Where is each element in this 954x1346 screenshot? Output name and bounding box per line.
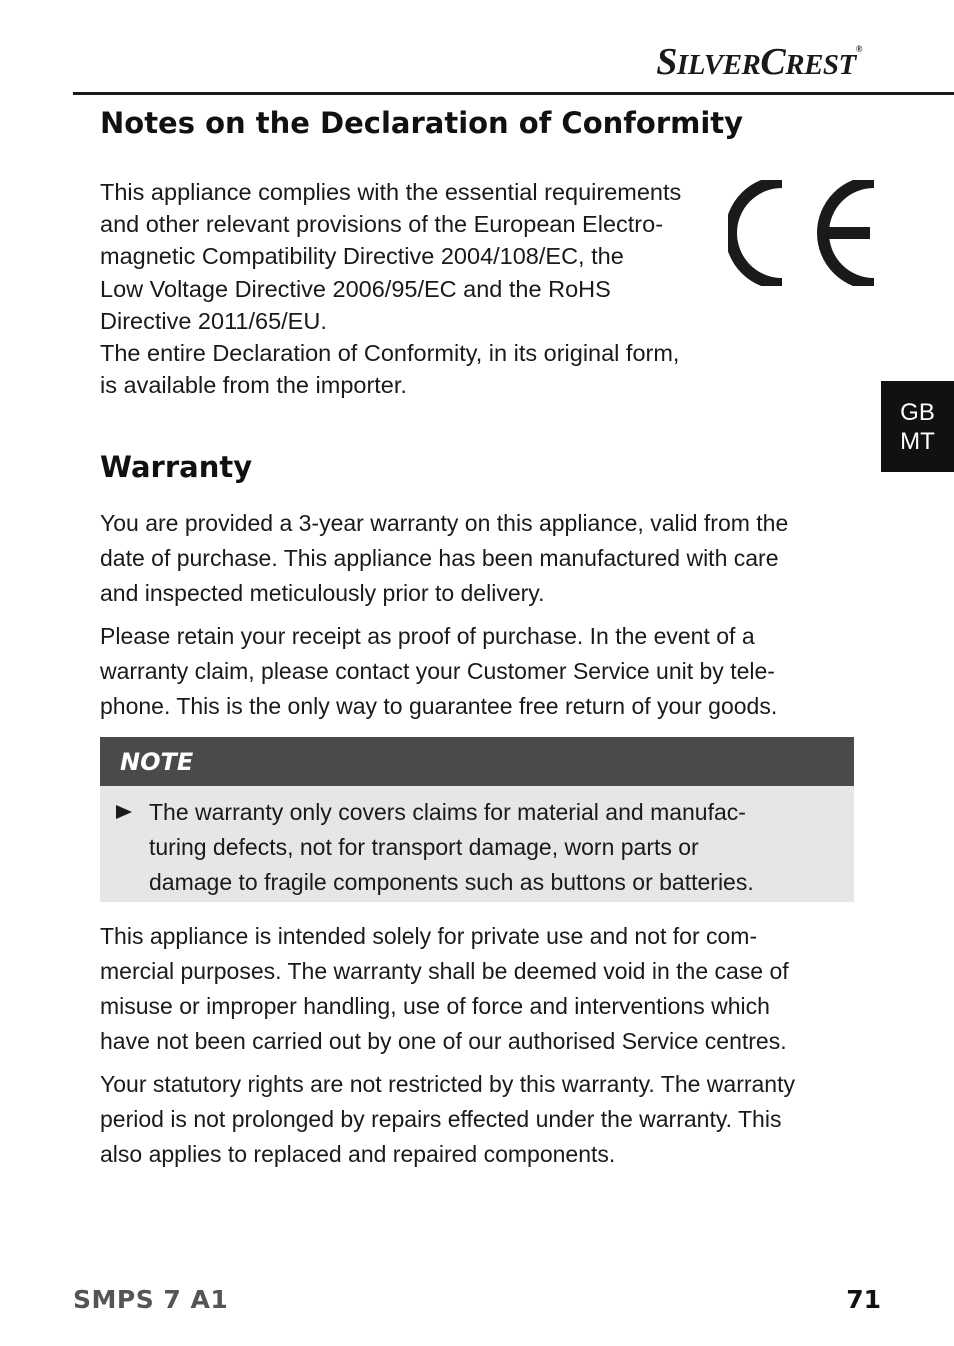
text-line: This appliance is intended solely for private use and not for com- — [100, 923, 758, 949]
note-heading: NOTE — [100, 737, 854, 786]
text-line: phone. This is the only way to guarantee free return of your goods. — [100, 693, 778, 719]
text-line: mercial purposes. The warranty shall be deemed void in the case of — [100, 958, 789, 984]
text-line: date of purchase. This appliance has been manufactured with care — [100, 545, 779, 571]
brand-logo: SILVERCREST® — [656, 41, 862, 83]
text-line: This appliance complies with the essential requirements — [100, 179, 682, 205]
text-line: Low Voltage Directive 2006/95/EC and the RoHS — [100, 275, 611, 302]
declaration-title: Notes on the Declaration of Conformity — [100, 106, 744, 140]
warranty-paragraph-1 — [100, 506, 860, 611]
text-line: also applies to replaced and repaired components. — [100, 1141, 616, 1167]
declaration-text — [100, 176, 720, 401]
ce-mark-icon — [728, 180, 876, 286]
language-code-gb: GB — [900, 399, 935, 426]
bullet-arrow-icon — [116, 805, 132, 819]
text-line: The entire Declaration of Conformity, in its original form, — [100, 340, 680, 367]
note-body — [100, 786, 854, 900]
warranty-paragraph-4 — [100, 1067, 860, 1172]
footer-model-number: SMPS 7 A1 — [73, 1285, 229, 1314]
text-line: period is not prolonged by repairs effected under the warranty. This — [100, 1106, 782, 1132]
language-tab — [881, 381, 954, 472]
page-number: 71 — [846, 1285, 881, 1314]
text-line: You are provided a 3-year warranty on this appliance, valid from the — [100, 510, 789, 536]
text-line: is available from the importer. — [100, 372, 407, 399]
text-line: and other relevant provisions of the European Electro- — [100, 211, 664, 238]
text-line: warranty claim, please contact your Customer Service unit by tele- — [100, 658, 775, 684]
warranty-title: Warranty — [100, 450, 253, 484]
note-box — [100, 737, 854, 902]
warranty-paragraph-2 — [100, 619, 860, 724]
text-line: magnetic Compatibility Directive 2004/108/EC, the — [100, 243, 624, 270]
text-line: The warranty only covers claims for material and manufac- — [149, 799, 746, 825]
text-line: misuse or improper handling, use of force and interventions which — [100, 993, 770, 1019]
text-line: Please retain your receipt as proof of purchase. In the event of a — [100, 623, 755, 649]
text-line: Your statutory rights are not restricted by this warranty. The warranty — [100, 1071, 795, 1097]
header-rule — [73, 92, 954, 95]
text-line: turing defects, not for transport damage, worn parts or — [149, 834, 699, 860]
warranty-paragraph-3 — [100, 919, 860, 1059]
text-line: have not been carried out by one of our authorised Service centres. — [100, 1028, 787, 1054]
text-line: damage to fragile components such as buttons or batteries. — [149, 869, 754, 895]
text-line: Directive 2011/65/EU. — [100, 307, 327, 334]
language-code-mt: MT — [900, 428, 935, 455]
text-line: and inspected meticulously prior to delivery. — [100, 580, 545, 606]
